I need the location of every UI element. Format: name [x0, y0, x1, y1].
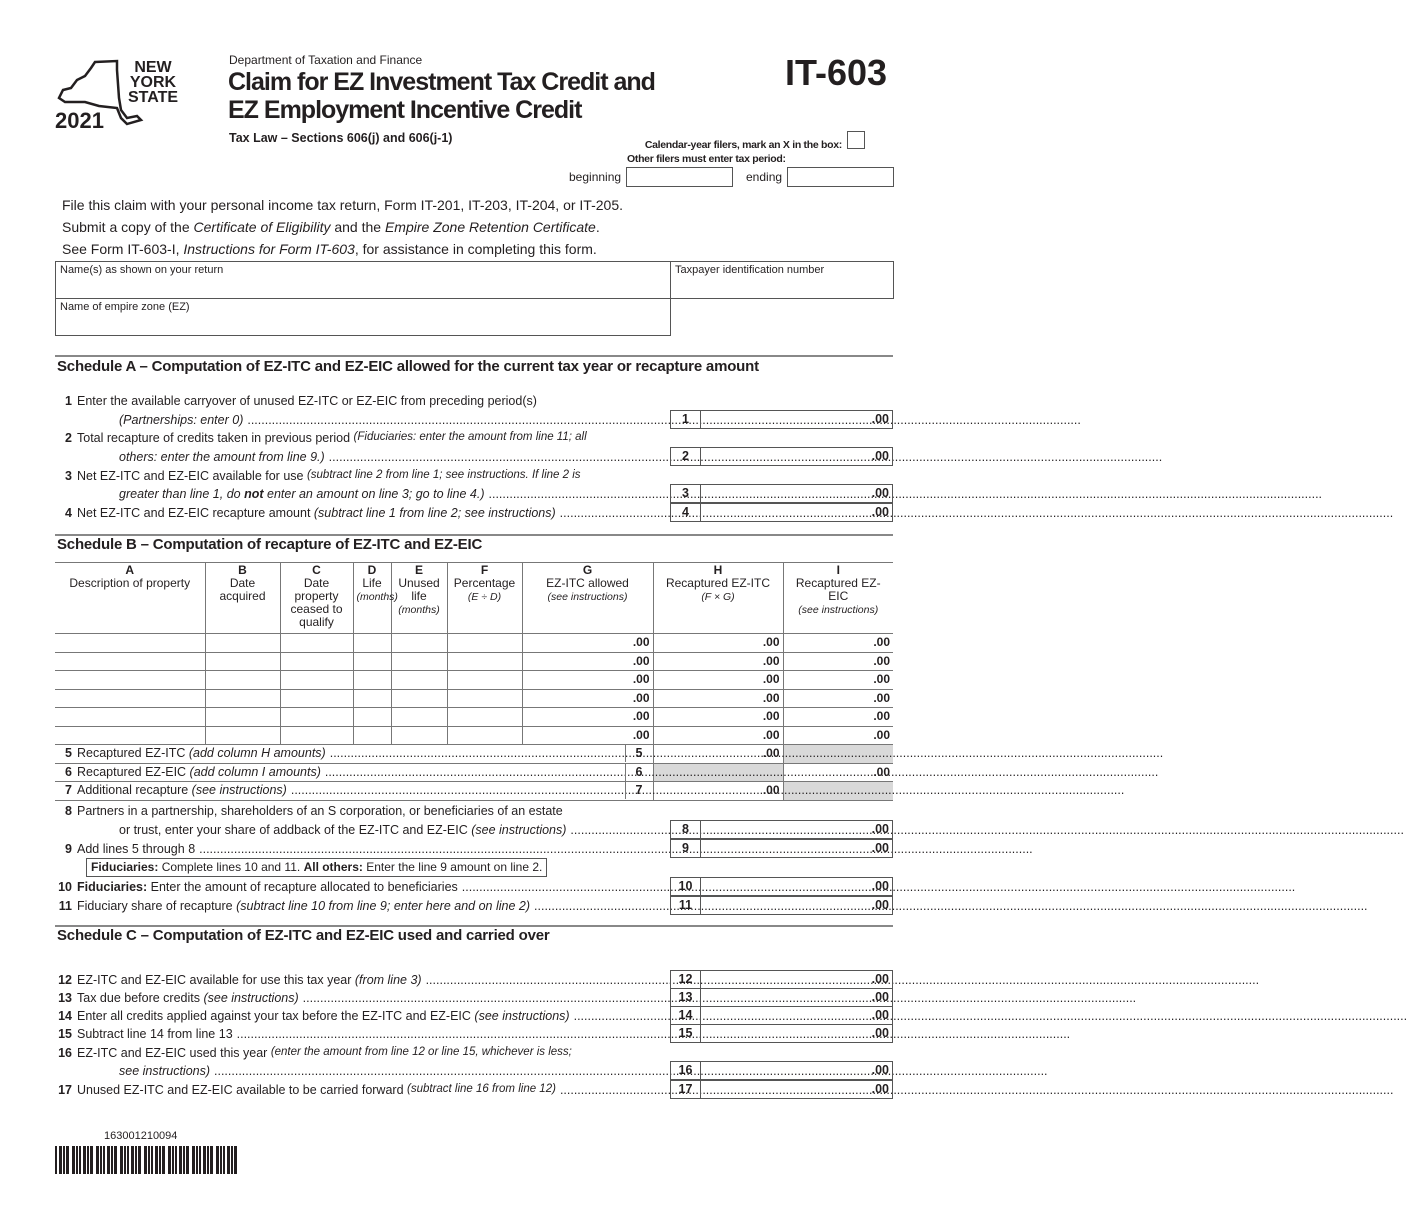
- barcode-bar: [162, 1146, 165, 1174]
- barcode-bar: [59, 1146, 62, 1174]
- column-header-e: E Unused life (months): [391, 563, 447, 634]
- line-16-amount[interactable]: .00: [700, 1061, 893, 1080]
- line-1-text: 1 Enter the available carryover of unused EZ-ITC or EZ-EIC from preceding period(s): [65, 393, 537, 408]
- line-9-amount[interactable]: .00: [700, 839, 893, 858]
- line-12: 12 EZ-ITC and EZ-EIC available for use this tax year (from line 3) ..... 12 .00: [55, 970, 893, 989]
- cell-e[interactable]: [391, 726, 447, 745]
- line-5: [55, 745, 893, 764]
- column-header-a: A Description of property: [55, 563, 205, 634]
- column-header-h: H Recaptured EZ-ITC (F × G): [653, 563, 783, 634]
- column-header-g: G EZ-ITC allowed (see instructions): [522, 563, 653, 634]
- nys-logo: [55, 58, 185, 133]
- barcode-bar: [100, 1146, 102, 1174]
- table-row: [55, 689, 893, 708]
- barcode-bar: [220, 1146, 222, 1174]
- logo-year: 2021: [55, 108, 104, 133]
- barcode-bar: [103, 1146, 105, 1174]
- beginning-input[interactable]: [626, 167, 733, 187]
- other-filers-label: Other filers must enter tax period:: [627, 153, 786, 165]
- barcode-bar: [135, 1146, 137, 1174]
- line-14: 14 Enter all credits applied against your tax before the EZ-ITC and EZ-EIC (see instructions) ..... 14 .00: [55, 1006, 893, 1025]
- line-12-amount[interactable]: .00: [700, 970, 893, 989]
- line-13-amount[interactable]: .00: [700, 988, 893, 1007]
- barcode-bar: [124, 1146, 126, 1174]
- cell-a[interactable]: [55, 634, 205, 653]
- schedule-a-heading: Schedule A – Computation of EZ-ITC and EZ-EIC allowed for the current tax year or recapture amount: [57, 358, 759, 375]
- column-header-i: I Recaptured EZ-EIC (see instructions): [783, 563, 893, 634]
- barcode-bar: [120, 1146, 123, 1174]
- barcode-bar: [96, 1146, 99, 1174]
- line-1: (Partnerships: enter 0) ..... 1 .00: [55, 410, 893, 429]
- line-7: [55, 782, 893, 801]
- cell-d[interactable]: [353, 726, 391, 745]
- cell-d[interactable]: [353, 671, 391, 690]
- cell-h[interactable]: .00: [653, 708, 783, 727]
- column-header-f: F Percentage (E ÷ D): [447, 563, 522, 634]
- barcode-bar: [114, 1146, 117, 1174]
- barcode-bar: [83, 1146, 86, 1174]
- barcode-number: 163001210094: [104, 1130, 178, 1142]
- cell-c[interactable]: [280, 634, 353, 653]
- barcode-bar: [175, 1146, 177, 1174]
- cell-g[interactable]: .00: [522, 726, 653, 745]
- barcode-bar: [63, 1146, 65, 1174]
- line-13: 13 Tax due before credits (see instructions) ..... 13 .00: [55, 988, 893, 1007]
- form-number: IT-603: [785, 52, 888, 93]
- calendar-year-checkbox[interactable]: [847, 131, 865, 149]
- barcode-bar: [76, 1146, 78, 1174]
- barcode-bar: [210, 1146, 213, 1174]
- line-9: 9 Add lines 5 through 8 ..... 9 .00: [55, 839, 893, 858]
- barcode-bar: [55, 1146, 57, 1174]
- barcode-bar: [207, 1146, 209, 1174]
- table-row: [55, 671, 893, 690]
- barcode-bar: [151, 1146, 153, 1174]
- cell-f[interactable]: [447, 652, 522, 671]
- empire-zone-field[interactable]: [55, 298, 671, 336]
- empire-zone-label: Name of empire zone (EZ): [60, 301, 190, 313]
- cell-b[interactable]: [205, 652, 280, 671]
- cell-f[interactable]: [447, 726, 522, 745]
- logo-state: STATE: [127, 89, 179, 106]
- cell-b[interactable]: [205, 689, 280, 708]
- logo-new: NEW: [134, 59, 172, 76]
- line-6-label: 6 Recaptured EZ-EIC (add column I amounts) ..... 6: [55, 763, 653, 782]
- line-1-amount[interactable]: .00: [700, 410, 893, 429]
- line-7-label: 7 Additional recapture (see instructions) ..... 7: [55, 782, 653, 801]
- line-5-column-h[interactable]: .00: [653, 745, 783, 764]
- line-11-amount[interactable]: .00: [700, 896, 893, 915]
- line-15: 15 Subtract line 14 from line 13 ..... 15 .00: [55, 1024, 893, 1043]
- line-6-column-i[interactable]: .00: [783, 763, 893, 782]
- barcode-bar: [223, 1146, 225, 1174]
- line-2-text: 2 Total recapture of credits taken in previous period (Fiduciaries: enter the amount from line 11; all: [65, 430, 587, 445]
- cell-a[interactable]: [55, 708, 205, 727]
- barcode-bar: [183, 1146, 185, 1174]
- barcode-bar: [90, 1146, 93, 1174]
- cell-d[interactable]: [353, 689, 391, 708]
- line-14-amount[interactable]: .00: [700, 1006, 893, 1025]
- barcode-bar: [107, 1146, 110, 1174]
- title-line-2: EZ Employment Incentive Credit: [228, 96, 582, 124]
- barcode-bar: [168, 1146, 171, 1174]
- cell-c[interactable]: [280, 671, 353, 690]
- ending-input[interactable]: [787, 167, 894, 187]
- cell-b[interactable]: [205, 726, 280, 745]
- line-10-amount[interactable]: .00: [700, 877, 893, 896]
- line-2: others: enter the amount from line 9.) ..... 2 .00: [55, 447, 893, 466]
- cell-g[interactable]: .00: [522, 634, 653, 653]
- barcode-bar: [131, 1146, 134, 1174]
- line-3: greater than line 1, do not enter an amount on line 3; go to line 4.) ..... 3 .00: [55, 484, 893, 503]
- barcode-bar: [148, 1146, 150, 1174]
- line-3-text: 3 Net EZ-ITC and EZ-EIC available for use (subtract line 2 from line 1; see instructions. If line 2 is: [65, 468, 581, 483]
- cell-h[interactable]: .00: [653, 689, 783, 708]
- schedule-c-heading: Schedule C – Computation of EZ-ITC and EZ-EIC used and carried over: [57, 927, 550, 944]
- cell-a[interactable]: [55, 671, 205, 690]
- line-8-text: 8 Partners in a partnership, shareholders of an S corporation, or beneficiaries of an estate: [65, 803, 563, 818]
- tax-law: Tax Law – Sections 606(j) and 606(j-1): [229, 131, 453, 145]
- names-label: Name(s) as shown on your return: [60, 264, 224, 276]
- line-3-amount[interactable]: .00: [700, 484, 893, 503]
- barcode-bar: [192, 1146, 195, 1174]
- cell-e[interactable]: [391, 689, 447, 708]
- cell-f[interactable]: [447, 634, 522, 653]
- cell-h[interactable]: .00: [653, 671, 783, 690]
- instruction-2: Submit a copy of the Certificate of Eligibility and the Empire Zone Retention Certificate.: [62, 219, 600, 235]
- schedule-a-rule: [55, 355, 893, 357]
- barcode-bar: [186, 1146, 189, 1174]
- barcode-bar: [203, 1146, 206, 1174]
- logo-york: YORK: [129, 74, 177, 91]
- cell-e[interactable]: [391, 708, 447, 727]
- column-header-d: D Life (months): [353, 563, 391, 634]
- line-8-amount[interactable]: .00: [700, 820, 893, 839]
- instructions: [62, 194, 623, 260]
- cell-h[interactable]: .00: [653, 726, 783, 745]
- cell-i[interactable]: .00: [783, 689, 893, 708]
- line-17: 17 Unused EZ-ITC and EZ-EIC available to be carried forward (subtract line 16 from line 12) ..... 17 .00: [55, 1080, 893, 1099]
- line-7-column-h[interactable]: .00: [653, 782, 783, 801]
- table-row: [55, 726, 893, 745]
- table-row: [55, 708, 893, 727]
- cell-g[interactable]: .00: [522, 671, 653, 690]
- cell-c[interactable]: [280, 652, 353, 671]
- barcode-bar: [66, 1146, 69, 1174]
- cell-g[interactable]: .00: [522, 708, 653, 727]
- cell-b[interactable]: [205, 708, 280, 727]
- line-11: 11 Fiduciary share of recapture (subtract line 10 from line 9; enter here and on line 2) ..... 11 .00: [55, 896, 893, 915]
- cell-a[interactable]: [55, 726, 205, 745]
- barcode-bar: [172, 1146, 174, 1174]
- cell-b[interactable]: [205, 634, 280, 653]
- form-title: [228, 68, 655, 124]
- cell-i[interactable]: .00: [783, 652, 893, 671]
- cell-h[interactable]: .00: [653, 634, 783, 653]
- cell-i[interactable]: .00: [783, 671, 893, 690]
- line-6: [55, 763, 893, 782]
- barcode-bar: [216, 1146, 219, 1174]
- calendar-label: Calendar-year filers, mark an X in the box:: [644, 139, 842, 151]
- cell-f[interactable]: [447, 708, 522, 727]
- barcode-bar: [159, 1146, 161, 1174]
- line-16-text: 16 EZ-ITC and EZ-EIC used this year (enter the amount from line 12 or line 15, whichever is less;: [58, 1045, 572, 1060]
- cell-e[interactable]: [391, 671, 447, 690]
- instruction-3: See Form IT-603-I, Instructions for Form IT-603, for assistance in completing this form.: [62, 241, 597, 257]
- line-8: or trust, enter your share of addback of the EZ-ITC and EZ-EIC (see instructions) ..... 8 .00: [55, 820, 893, 839]
- cell-a[interactable]: [55, 689, 205, 708]
- cell-g[interactable]: .00: [522, 652, 653, 671]
- barcode-bar: [72, 1146, 75, 1174]
- barcode-bar: [79, 1146, 81, 1174]
- line-5-label: 5 Recaptured EZ-ITC (add column H amounts) ..... 5: [55, 745, 653, 764]
- line-10: 10 Fiduciaries: Enter the amount of recapture allocated to beneficiaries ..... 10 .00: [55, 877, 893, 896]
- cell-h[interactable]: .00: [653, 652, 783, 671]
- cell-d[interactable]: [353, 634, 391, 653]
- cell-a[interactable]: [55, 652, 205, 671]
- cell-d[interactable]: [353, 652, 391, 671]
- cell-f[interactable]: [447, 671, 522, 690]
- line-16: see instructions) ..... 16 .00: [55, 1061, 893, 1080]
- barcode-bar: [199, 1146, 201, 1174]
- barcode-bar: [138, 1146, 141, 1174]
- beginning-label: beginning: [569, 170, 622, 184]
- barcode-bar: [144, 1146, 147, 1174]
- cell-g[interactable]: .00: [522, 689, 653, 708]
- cell-b[interactable]: [205, 671, 280, 690]
- line-4-amount[interactable]: .00: [700, 503, 893, 522]
- barcode-bar: [127, 1146, 129, 1174]
- instruction-1: File this claim with your personal income tax return, Form IT-201, IT-203, IT-204, or IT-205.: [62, 197, 623, 213]
- tin-field[interactable]: [670, 261, 894, 299]
- cell-d[interactable]: [353, 708, 391, 727]
- cell-c[interactable]: [280, 708, 353, 727]
- cell-c[interactable]: [280, 689, 353, 708]
- tin-label: Taxpayer identification number: [675, 264, 825, 276]
- barcode-bar: [231, 1146, 233, 1174]
- barcode-icon: [55, 1146, 240, 1174]
- barcode-bar: [87, 1146, 89, 1174]
- line-17-amount[interactable]: .00: [700, 1080, 893, 1099]
- table-row: [55, 652, 893, 671]
- barcode-bar: [111, 1146, 113, 1174]
- barcode-bar: [196, 1146, 198, 1174]
- names-field[interactable]: [55, 261, 671, 299]
- barcode-bar: [155, 1146, 158, 1174]
- line-15-amount[interactable]: .00: [700, 1024, 893, 1043]
- fiduciaries-note: Fiduciaries: Complete lines 10 and 11. All others: Enter the line 9 amount on line 2.: [86, 858, 547, 877]
- barcode-bar: [227, 1146, 230, 1174]
- ending-label: ending: [746, 170, 783, 184]
- column-header-b: B Date acquired: [205, 563, 280, 634]
- cell-e[interactable]: [391, 652, 447, 671]
- cell-i[interactable]: .00: [783, 634, 893, 653]
- barcode-bar: [234, 1146, 237, 1174]
- cell-f[interactable]: [447, 689, 522, 708]
- line-4: 4 Net EZ-ITC and EZ-EIC recapture amount (subtract line 1 from line 2; see instructions) ..... 4 .00: [55, 503, 893, 522]
- column-header-c: C Date property ceased to qualify: [280, 563, 353, 634]
- barcode-bar: [179, 1146, 182, 1174]
- cell-c[interactable]: [280, 726, 353, 745]
- table-row: [55, 634, 893, 653]
- recapture-table: [55, 562, 893, 801]
- cell-i[interactable]: .00: [783, 708, 893, 727]
- cell-i[interactable]: .00: [783, 726, 893, 745]
- cell-e[interactable]: [391, 634, 447, 653]
- line-2-amount[interactable]: .00: [700, 447, 893, 466]
- schedule-b-heading: Schedule B – Computation of recapture of EZ-ITC and EZ-EIC: [57, 536, 483, 553]
- department: Department of Taxation and Finance: [229, 53, 423, 67]
- title-line-1: Claim for EZ Investment Tax Credit and: [228, 68, 655, 96]
